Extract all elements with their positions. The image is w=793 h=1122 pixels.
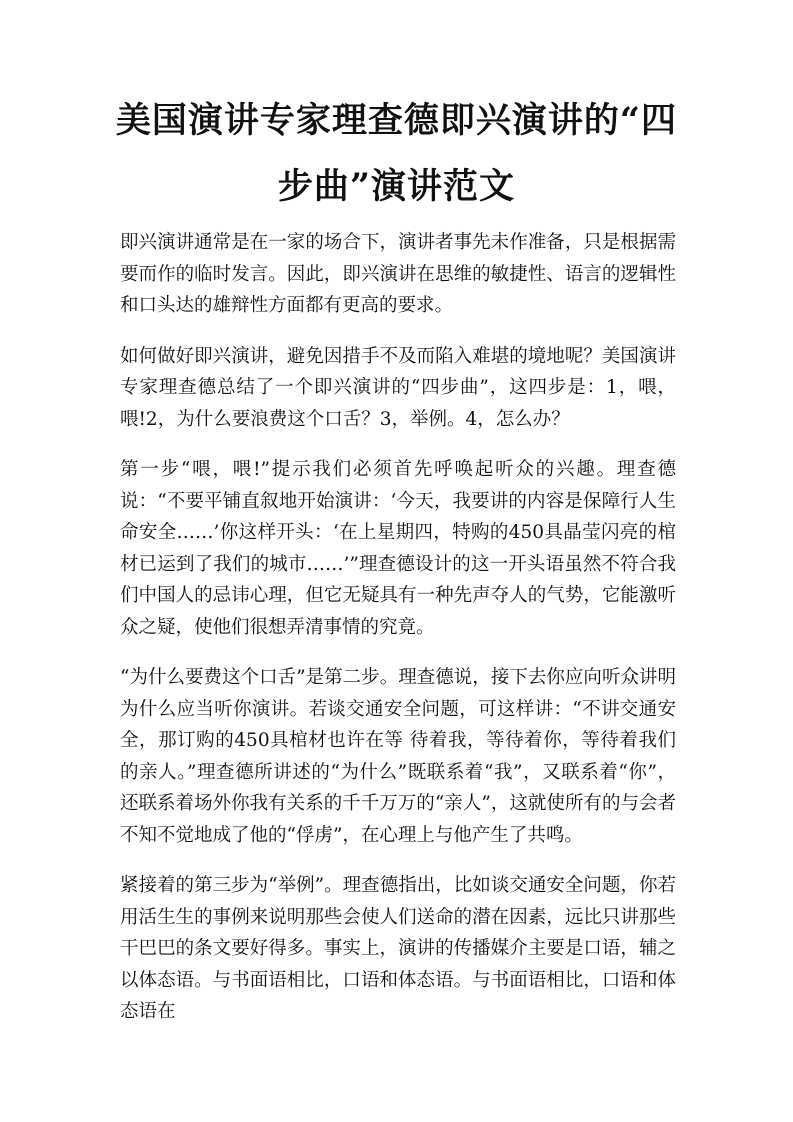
paragraph-four-steps: 如何做好即兴演讲，避免因措手不及而陷入难堪的境地呢？美国演讲专家理查德总结了一个即兴演讲的“四步曲”，这四步是：1，喂，喂!2，为什么要浪费这个口舌？3，举例。4，怎么办？: [120, 345, 676, 430]
paragraph-step-two: “为什么要费这个口舌”是第二步。理查德说，接下去你应向听众讲明为什么应当听你演讲。若谈交通安全问题，可这样讲：“不讲交通安全，那订购的450具棺材也许在等 待着我，等待着你，等待着我们的亲人。”理查德所讲述的“为什么”既联系着“我”，又联系着“你”，还联系着场外你我有关系的千千万万的“亲人”，这就使所有的与会者不知不觉地成了他的“俘虏”，在心理上与他产生了共鸣。: [120, 667, 676, 846]
paragraph-step-three: 紧接着的第三步为“举例”。理查德指出，比如谈交通安全问题，你若用活生生的事例来说明那些会使人们送命的潜在因素，远比只讲那些干巴巴的条文要好得多。事实上，演讲的传播媒介主要是口语，辅之以体态语。与书面语相比，口语和体态语。与书面语相比，口语和体态语在: [120, 875, 676, 1022]
document-body: [120, 227, 676, 1047]
paragraph-step-one: 第一步“喂，喂!”提示我们必须首先呼唤起听众的兴趣。理查德说：“不要平铺直叙地开始演讲：‘今天，我要讲的内容是保障行人生命安全……’你这样开头：‘在上星期四，特购的450具晶莹闪亮的棺材已运到了我们的城市……’”理查德设计的这一开头语虽然不符合我们中国人的忌讳心理，但它无疑具有一种先声夺人的气势，它能激听众之疑，使他们很想弄清事情的究竟。: [120, 459, 676, 638]
document-title: 美国演讲专家理查德即兴演讲的“四步曲”演讲范文: [115, 100, 678, 207]
paragraph-intro: 即兴演讲通常是在一家的场合下，演讲者事先未作准备，只是根据需要而作的临时发言。因此，即兴演讲在思维的敏捷性、语言的逻辑性和口头达的雄辩性方面都有更高的要求。: [120, 232, 676, 316]
